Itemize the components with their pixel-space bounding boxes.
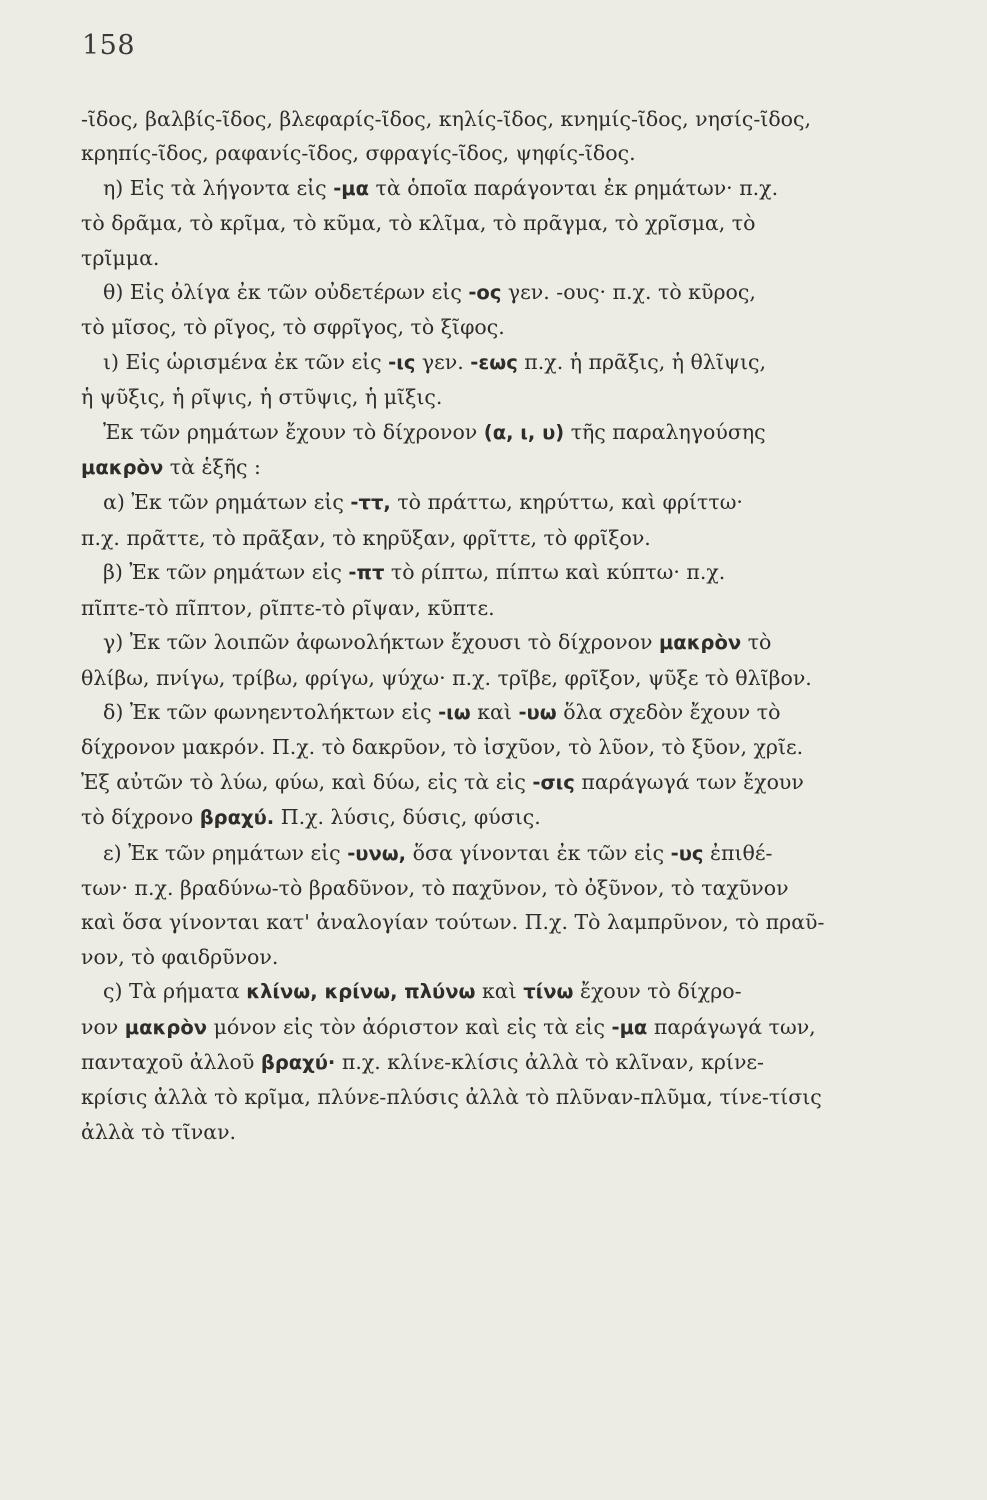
text-line: ς) Τὰ ρήματα κλίνω, κρίνω, πλύνω καὶ τίνω ἔχουν τὸ δίχρο- [103, 979, 742, 1004]
text-line: η) Εἰς τὰ λήγοντα εἰς -μα τὰ ὁποῖα παράγονται ἐκ ρημάτων· π.χ. [103, 175, 779, 200]
text-line: Ἐξ αὐτῶν τὸ λύω, φύω, καὶ δύω, εἰς τὰ εἰς -σις παράγωγά των ἔχουν [81, 769, 804, 794]
text-line: πῖπτε-τὸ πῖπτον, ρῖπτε-τὸ ρῖψαν, κῦπτε. [81, 595, 495, 620]
bold-term: βραχύ. [199, 806, 275, 830]
text-line: νον μακρὸν μόνον εἰς τὸν ἀόριστον καὶ εἰς τὰ εἰς -μα παράγωγά των, [81, 1014, 816, 1039]
bold-term: -ττ, [350, 491, 391, 515]
text-line: π.χ. πρᾶττε, τὸ πρᾶξαν, τὸ κηρῦξαν, φρῖττε, τὸ φρῖξον. [81, 525, 651, 550]
bold-term: μακρὸν [81, 456, 164, 480]
text-line: -ῖδος, βαλβίς-ῖδος, βλεφαρίς-ῖδος, κηλίς-ῖδος, κνημίς-ῖδος, νησίς-ῖδος, [81, 107, 812, 131]
text-line: ἀλλὰ τὸ τῖναν. [81, 1119, 237, 1144]
bold-term: -μα [333, 176, 370, 200]
bold-term: κλίνω, κρίνω, πλύνω [246, 980, 476, 1004]
bold-term: -εως [470, 350, 518, 374]
text-line: κρηπίς-ῖδος, ραφανίς-ῖδος, σφραγίς-ῖδος, ψηφίς-ῖδος. [81, 141, 636, 166]
text-line: α) Ἐκ τῶν ρημάτων εἰς -ττ, τὸ πράττω, κηρύττω, καὶ φρίττω· [103, 490, 743, 515]
bold-term: τίνω [523, 980, 574, 1004]
text-line: τρῖμμα. [81, 245, 160, 270]
text-line: των· π.χ. βραδύνω-τὸ βραδῦνον, τὸ παχῦνον, τὸ ὀξῦνον, τὸ ταχῦνον [81, 875, 789, 900]
text-line: θ) Εἰς ὀλίγα ἐκ τῶν οὐδετέρων εἰς -ος γεν. -ους· π.χ. τὸ κῦρος, [103, 280, 756, 305]
bold-term: -υνω, [347, 841, 407, 865]
bold-term: -πτ [348, 561, 385, 585]
text-line: μακρὸν τὰ ἑξῆς : [81, 455, 261, 480]
text-line: τὸ δρᾶμα, τὸ κρῖμα, τὸ κῦμα, τὸ κλῖμα, τὸ πρᾶγμα, τὸ χρῖσμα, τὸ [81, 211, 756, 236]
bold-term: μακρὸν [658, 631, 742, 655]
bold-term: -μα [611, 1015, 648, 1039]
text-line: Ἐκ τῶν ρημάτων ἔχουν τὸ δίχρονον (α, ι, υ) τῆς παραληγούσης [103, 419, 766, 444]
text-line: δίχρονον μακρόν. Π.χ. τὸ δακρῦον, τὸ ἰσχῦον, τὸ λῦον, τὸ ξῦον, χρῖε. [81, 735, 804, 760]
bold-term: (α, ι, υ) [483, 420, 565, 444]
text-line: β) Ἐκ τῶν ρημάτων εἰς -πτ τὸ ρίπτω, πίπτω καὶ κύπτω· π.χ. [103, 560, 726, 585]
text-line: ι) Εἰς ὡρισμένα ἐκ τῶν εἰς -ις γεν. -εως π.χ. ἡ πρᾶξις, ἡ θλῖψις, [103, 349, 767, 374]
text-line: νον, τὸ φαιδρῦνον. [81, 944, 279, 969]
text-line: καὶ ὅσα γίνονται κατ' ἀναλογίαν τούτων. Π.χ. Τὸ λαμπρῦνον, τὸ πραῦ- [81, 910, 825, 935]
text-line: ε) Ἐκ τῶν ρημάτων εἰς -υνω, ὅσα γίνονται ἐκ τῶν εἰς -υς ἐπιθέ- [103, 840, 773, 865]
text-line: γ) Ἐκ τῶν λοιπῶν ἀφωνολήκτων ἔχουσι τὸ δίχρονον μακρὸν τὸ [103, 630, 772, 655]
text-line: πανταχοῦ ἀλλοῦ βραχύ· π.χ. κλίνε-κλίσις ἀλλὰ τὸ κλῖναν, κρίνε- [81, 1049, 764, 1074]
text-line: δ) Ἐκ τῶν φωνηεντολήκτων εἰς -ιω καὶ -υω ὅλα σχεδὸν ἔχουν τὸ [103, 699, 781, 724]
text-line: τὸ μῖσος, τὸ ρῖγος, τὸ σφρῖγος, τὸ ξῖφος. [81, 315, 505, 340]
bold-term: -ος [468, 281, 502, 305]
bold-term: -ις [388, 350, 416, 374]
text-line: ἡ ψῦξις, ἡ ρῖψις, ἡ στῦψις, ἡ μῖξις. [81, 385, 443, 410]
text-line: τὸ δίχρονο βραχύ. Π.χ. λύσις, δύσις, φύσις. [81, 805, 541, 830]
body-text [81, 102, 911, 1149]
bold-term: -σις [532, 770, 575, 794]
text-line: θλίβω, πνίγω, τρίβω, φρίγω, ψύχω· π.χ. τρῖβε, φρῖξον, ψῦξε τὸ θλῖβον. [81, 665, 812, 690]
bold-term: -υς [670, 841, 704, 865]
bold-term: -υω [518, 700, 557, 724]
text-line: κρίσις ἀλλὰ τὸ κρῖμα, πλύνε-πλύσις ἀλλὰ τὸ πλῦναν-πλῦμα, τίνε-τίσις [81, 1085, 822, 1110]
bold-term: βραχύ· [260, 1050, 336, 1074]
bold-term: -ιω [438, 700, 471, 724]
page-number: 158 [82, 30, 136, 61]
bold-term: μακρὸν [124, 1015, 208, 1039]
